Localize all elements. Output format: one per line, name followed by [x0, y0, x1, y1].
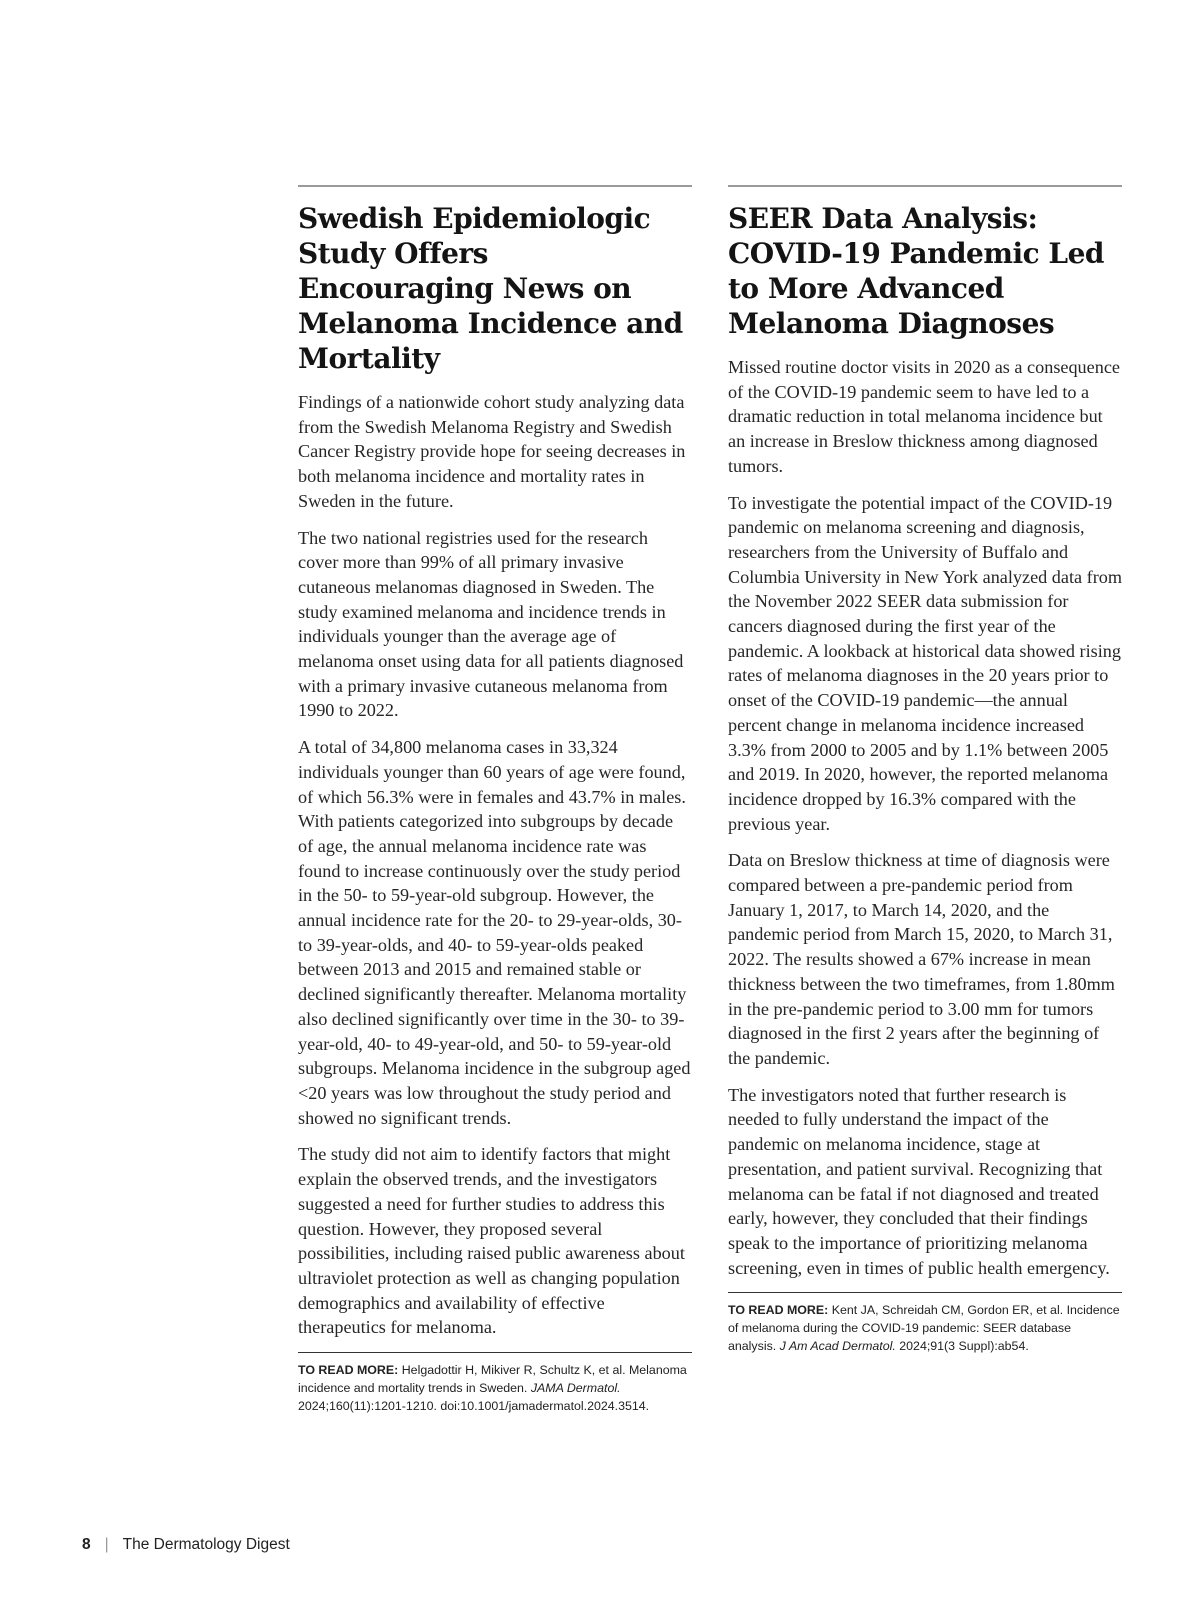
reference-citation: 2024;160(11):1201-1210. doi:10.1001/jamadermatol.2024.3514.: [298, 1399, 650, 1414]
article-title: Swedish Epidemiologic Study Offers Encouraging News on Melanoma Incidence and Mortality: [298, 202, 683, 375]
right-article: [728, 185, 1122, 1355]
left-article: [298, 185, 692, 1415]
paragraph: To investigate the potential impact of the COVID-19 pandemic on melanoma screening and diagnosis, researchers from the University of Buffalo and Columbia University in New York analyzed data from the November 2022 SEER data submission for cancers diagnosed during the first year of the pandemic. A lookback at historical data showed rising rates of melanoma diagnoses in the 20 years prior to onset of the COVID-19 pandemic—the annual percent change in melanoma incidence increased 3.3% from 2000 to 2005 and by 1.1% between 2005 and 2019. In 2020, however, the reported melanoma incidence dropped by 16.3% compared with the previous year.: [728, 492, 1122, 834]
reference-citation: 2024;91(3 Suppl):ab54.: [899, 1339, 1029, 1354]
paragraph: The investigators noted that further research is needed to fully understand the impact of the pandemic on melanoma incidence, stage at presentation, and patient survival. Recognizing that melanoma can be fatal if not diagnosed and treated early, however, they concluded that their findings speak to the importance of prioritizing melanoma screening, even in times of public health emergency.: [728, 1084, 1110, 1278]
reference-label: TO READ MORE:: [298, 1363, 399, 1378]
footer-separator: |: [104, 1536, 109, 1553]
top-rule: [298, 185, 692, 187]
reference-journal: J Am Acad Dermatol.: [779, 1339, 896, 1354]
reference-text: Helgadottir H, Mikiver R, Schultz K, et al. Melanoma incidence and mortality trends in Sweden.: [298, 1363, 687, 1396]
reference-rule: [298, 1352, 692, 1353]
top-rule: [728, 185, 1122, 187]
paragraph: Missed routine doctor visits in 2020 as a consequence of the COVID-19 pandemic seem to have led to a dramatic reduction in total melanoma incidence but an increase in Breslow thickness among diagnosed tumors.: [728, 357, 1120, 476]
reference-label: TO READ MORE:: [728, 1303, 829, 1318]
paragraph: The two national registries used for the research cover more than 99% of all primary invasive cutaneous melanomas diagnosed in Sweden. The study examined melanoma and incidence trends in individuals younger than the average age of melanoma onset using data for all patients diagnosed with a primary invasive cutaneous melanoma from 1990 to 2022.: [298, 527, 684, 721]
reference-text: Kent JA, Schreidah CM, Gordon ER, et al. Incidence of melanoma during the COVID-19 pandemic: SEER database analysis.: [728, 1303, 1120, 1354]
article-title: SEER Data Analysis: COVID-19 Pandemic Led to More Advanced Melanoma Diagnoses: [728, 202, 1104, 340]
reference: [728, 1301, 1122, 1355]
paragraph: A total of 34,800 melanoma cases in 33,324 individuals younger than 60 years of age were found, of which 56.3% were in females and 43.7% in males. With patients categorized into subgroups by decade of age, the annual melanoma incidence rate was found to increase continuously over the study period in the 50- to 59-year-old subgroup. However, the annual incidence rate for the 20- to 29-year-olds, 30- to 39-year-olds, and 40- to 59-year-olds peaked between 2013 and 2015 and remained stable or declined significantly thereafter. Melanoma mortality also declined significantly over time in the 30- to 39-year-old, 40- to 49-year-old, and 50- to 59-year-old subgroups. Melanoma incidence in the subgroup aged <20 years was low throughout the study period and showed no significant trends.: [298, 737, 691, 1128]
page-number: 8: [82, 1536, 91, 1553]
publication-name: The Dermatology Digest: [122, 1536, 290, 1553]
reference: [298, 1361, 692, 1415]
reference-rule: [728, 1292, 1122, 1293]
page-footer: [82, 1536, 290, 1554]
paragraph: Findings of a nationwide cohort study analyzing data from the Swedish Melanoma Registry and Swedish Cancer Registry provide hope for seeing decreases in both melanoma incidence and mortality rates in Sweden in the future.: [298, 392, 686, 511]
reference-journal: JAMA Dermatol.: [530, 1381, 621, 1396]
paragraph: The study did not aim to identify factors that might explain the observed trends, and the investigators suggested a need for further studies to address this question. However, they proposed several possibilities, including raised public awareness about ultraviolet protection as well as changing population demographics and availability of effective therapeutics for melanoma.: [298, 1144, 685, 1338]
paragraph: Data on Breslow thickness at time of diagnosis were compared between a pre-pandemic period from January 1, 2017, to March 14, 2020, and the pandemic period from March 15, 2020, to March 31, 2022. The results showed a 67% increase in mean thickness between the two timeframes, from 1.80mm in the pre-pandemic period to 3.00 mm for tumors diagnosed in the first 2 years after the beginning of the pandemic.: [728, 850, 1115, 1068]
